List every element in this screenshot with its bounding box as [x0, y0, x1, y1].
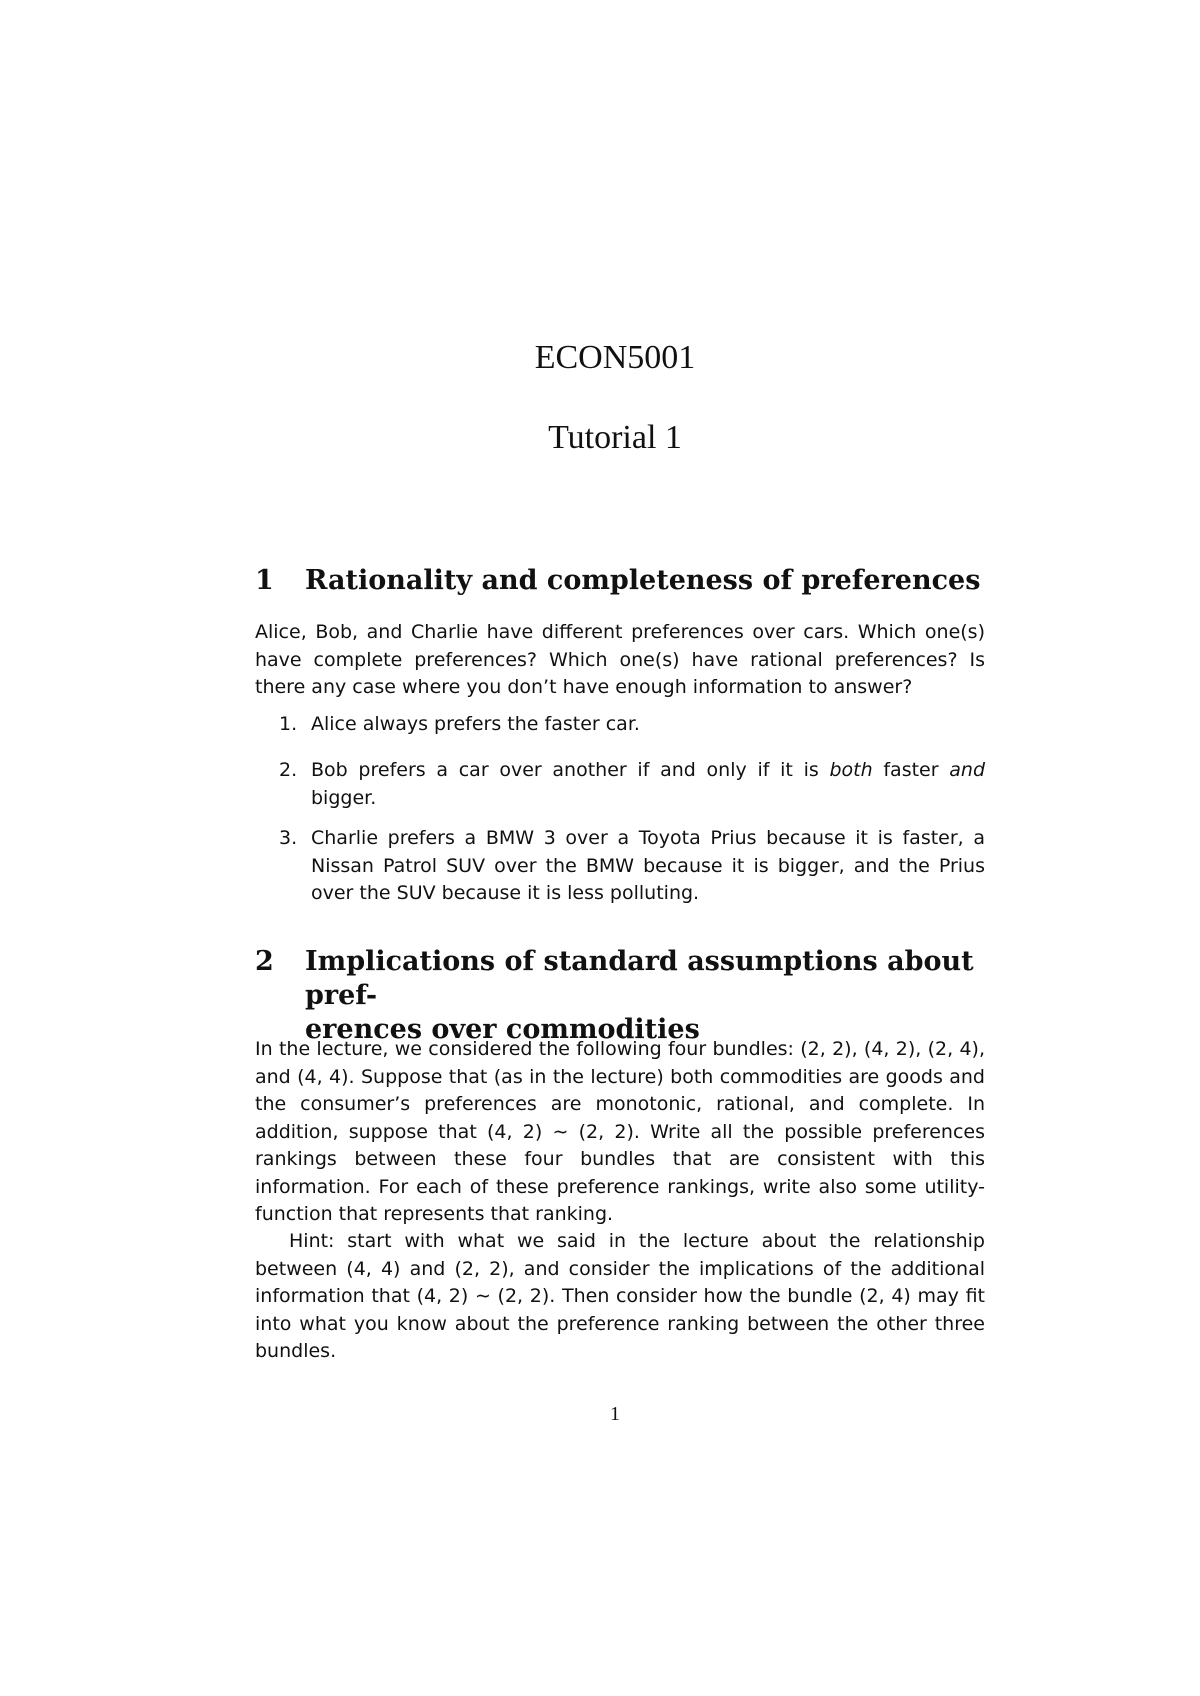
list-text-2-mid: faster: [872, 759, 950, 781]
emphasis-and: and: [949, 759, 986, 781]
section-2-title-line-2: erences over commodities: [305, 1014, 700, 1045]
list-text-2: [311, 757, 985, 812]
emphasis-both: both: [829, 759, 873, 781]
list-item-1: [279, 711, 985, 739]
section-2-title-line-1: Implications of standard assumptions about pref-: [305, 946, 974, 1011]
tutorial-title: Tutorial 1: [548, 419, 682, 456]
list-text-1: Alice always prefers the faster car.: [311, 713, 640, 735]
list-text-2-pre: Bob prefers a car over another if and only if it is: [311, 759, 830, 781]
section-1-intro: Alice, Bob, and Charlie have different preferences over cars. Which one(s) have complete preferences? Which one(s) have rational preferences? Is there any case where you don’t have enough information to answer?: [255, 621, 985, 698]
list-marker-3: 3.: [279, 827, 298, 849]
section-2-paragraph-1: In the lecture, we considered the following four bundles: (2, 2), (4, 2), (2, 4), and (4, 4). Suppose that (as in the lecture) both commodities are goods and the consumer’s preferences are monotonic, rational, and complete. In addition, suppose that (4, 2) ∼ (2, 2). Write all the possible preferences rankings between these four bundles that are consistent with this information. For each of these preference rankings, write also some utility-function that represents that ranking.: [255, 1038, 985, 1225]
section-2-paragraph-2: Hint: start with what we said in the lecture about the relationship between (4, 4) and (2, 2), and consider the implications of the additional information that (4, 2) ∼ (2, 2). Then consider how the bundle (2, 4) may fit into what you know about the preference ranking between the other three bundles.: [255, 1230, 985, 1362]
section-1-title: Rationality and completeness of preferences: [305, 565, 981, 596]
list-text-3: Charlie prefers a BMW 3 over a Toyota Prius because it is faster, a Nissan Patrol SUV over the BMW because it is bigger, and the Prius over the SUV because it is less polluting.: [311, 827, 985, 904]
list-text-2-post: bigger.: [311, 786, 377, 809]
section-1-heading: [255, 564, 995, 598]
section-2-number: 2: [255, 946, 274, 977]
list-item-2: [279, 757, 985, 812]
course-title: ECON5001: [534, 339, 696, 376]
list-marker-1: 1.: [279, 713, 298, 735]
list-item-3: [279, 825, 985, 908]
page-number: 1: [610, 1403, 620, 1425]
section-2-heading: [255, 945, 995, 1047]
list-marker-2: 2.: [279, 759, 298, 781]
section-1-number: 1: [255, 565, 274, 596]
